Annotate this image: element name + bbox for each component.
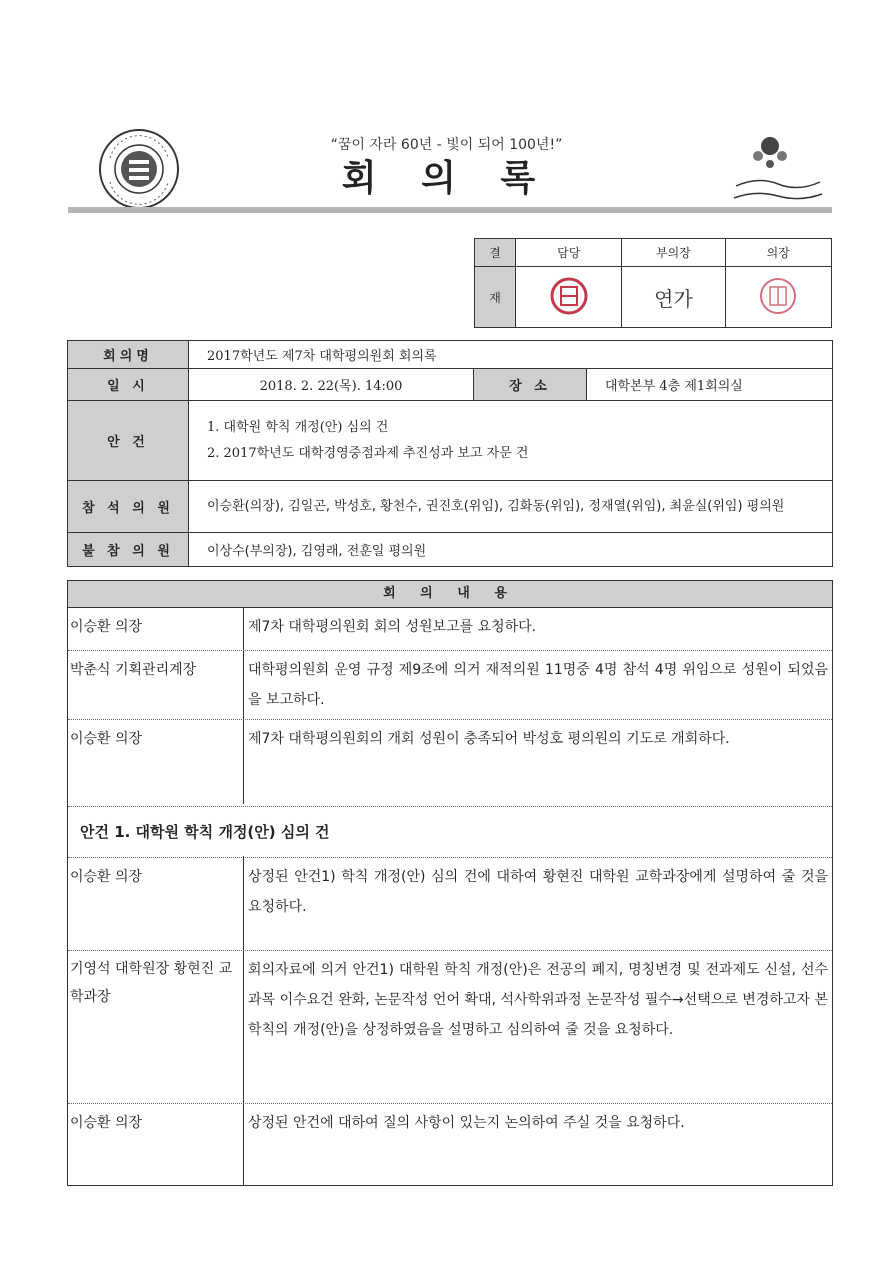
chair-seal-stamp — [758, 276, 798, 316]
speaker: 이승환 의장 — [70, 619, 143, 635]
statement: 상정된 안건1) 학칙 개정(안) 심의 건에 대하여 황현진 대학원 교학과장에게 설명하여 줄 것을 요청하다. — [248, 869, 828, 915]
minutes-section — [67, 580, 833, 1186]
date-value: 2018. 2. 22(목). 14:00 — [189, 369, 474, 401]
meeting-info-table — [67, 340, 833, 567]
statement: 대학평의원회 운영 규정 제9조에 의거 재적의원 11명중 4명 참석 4명 위임으로 성원이 되었음을 보고하다. — [248, 662, 828, 708]
minutes-entry — [68, 951, 832, 1104]
place-value: 대학본부 4층 제1회의실 — [587, 369, 833, 401]
approval-col-chair: 의장 — [725, 239, 831, 267]
approval-table — [474, 238, 832, 328]
meeting-name-label: 회의명 — [68, 341, 189, 369]
city-emblem-logo — [728, 128, 828, 208]
vice-chair-signature-cell — [622, 267, 725, 328]
agenda-label: 안 건 — [68, 401, 189, 481]
attendees-label: 참 석 의 원 — [68, 481, 189, 533]
statement: 상정된 안건에 대하여 질의 사항이 있는지 논의하여 주실 것을 요청하다. — [248, 1115, 685, 1131]
minutes-heading: 회 의 내 용 — [68, 581, 832, 608]
vice-chair-signature: 연가 — [654, 286, 693, 311]
speaker: 이승환 의장 — [70, 869, 143, 885]
minutes-entry — [68, 608, 832, 651]
slogan: “꿈이 자라 60년 - 빛이 되어 100년!” — [330, 137, 563, 153]
speaker: 이승환 의장 — [70, 1115, 143, 1131]
minutes-entry — [68, 858, 832, 951]
speaker: 기영석 대학원장 황현진 교학과장 — [70, 961, 233, 1005]
manager-seal-stamp — [549, 276, 589, 316]
meeting-name-value: 2017학년도 제7차 대학평의원회 회의록 — [189, 341, 833, 369]
statement: 제7차 대학평의원회의 개회 성원이 충족되어 박성호 평의원의 기도로 개회하다. — [248, 731, 730, 747]
statement: 제7차 대학평의원회 회의 성원보고를 요청하다. — [248, 619, 537, 635]
absentees-value: 이상수(부의장), 김영래, 전훈일 평의원 — [189, 533, 833, 567]
approval-col-vice-chair: 부의장 — [622, 239, 725, 267]
minutes-entry — [68, 1104, 832, 1184]
manager-stamp-cell — [516, 267, 622, 328]
approval-side-bottom: 재 — [475, 267, 516, 328]
speaker: 박춘식 기획관리계장 — [70, 662, 197, 678]
agenda-1-heading: 안건 1. 대학원 학칙 개정(안) 심의 건 — [80, 823, 330, 841]
header-divider — [68, 207, 832, 213]
minutes-entry — [68, 651, 832, 720]
approval-side-top: 결 — [475, 239, 516, 267]
minutes-entry — [68, 720, 832, 807]
approval-col-manager: 담당 — [516, 239, 622, 267]
speaker: 이승환 의장 — [70, 731, 143, 747]
agenda-item: 2. 2017학년도 대학경영중점과제 추진성과 보고 자문 건 — [207, 445, 529, 461]
document-title: 회 의 록 — [341, 158, 552, 199]
attendees-value: 이승환(의장), 김일곤, 박성호, 황천수, 권진호(위임), 김화동(위임), 정재열(위임), 최윤실(위임) 평의원 — [189, 481, 833, 533]
agenda-list — [189, 401, 833, 481]
chair-stamp-cell — [725, 267, 831, 328]
agenda-1-section-header — [68, 807, 832, 858]
statement: 회의자료에 의거 안건1) 대학원 학칙 개정(안)은 전공의 폐지, 명칭변경 및 전과제도 신설, 선수과목 이수요건 완화, 논문작성 언어 확대, 석사학위과정 논문작성 필수→선택으로 변경하고자 본 학칙의 개정(안)을 상정하였음을 설명하고 심의하여 줄 것을 요청하다. — [248, 962, 828, 1038]
agenda-item: 1. 대학원 학칙 개정(안) 심의 건 — [207, 419, 389, 435]
place-label: 장 소 — [474, 369, 587, 401]
absentees-label: 불 참 의 원 — [68, 533, 189, 567]
date-label: 일 시 — [68, 369, 189, 401]
